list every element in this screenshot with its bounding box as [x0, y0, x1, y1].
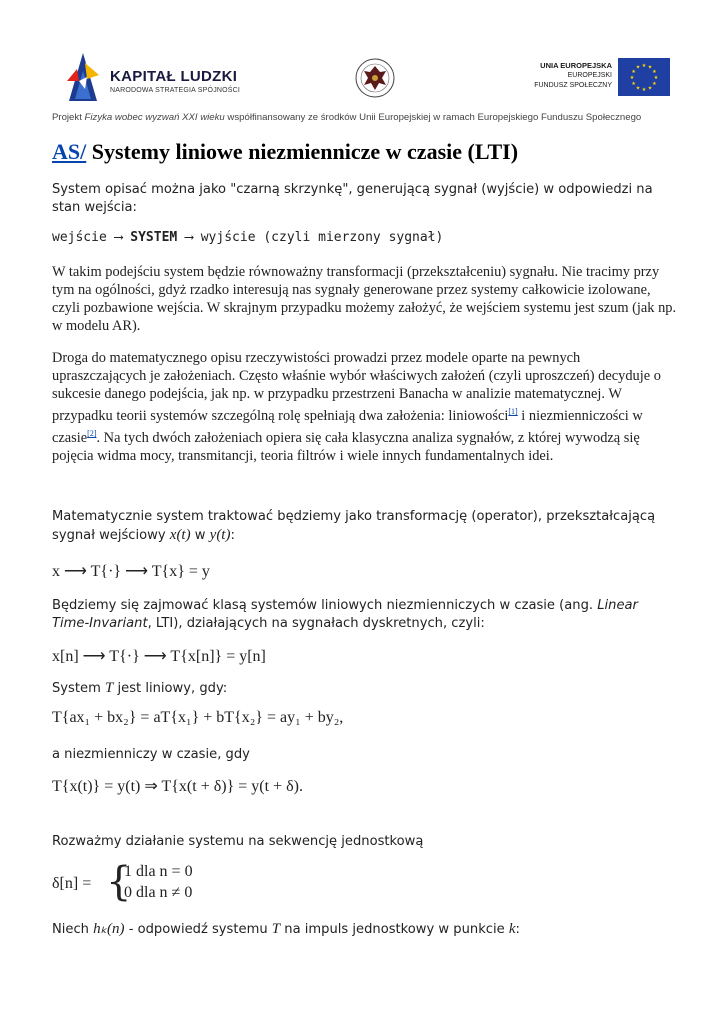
operator-part2: w: [190, 528, 210, 543]
math-y-of-t: y(t): [209, 527, 231, 543]
svg-text:★: ★: [652, 81, 657, 87]
svg-text:★: ★: [635, 64, 641, 71]
paragraph-assumptions: [52, 349, 677, 465]
eu-flag-icon: [618, 58, 670, 96]
funding-suffix: współfinansowany ze środków Unii Europejskiej w ramach Europejskiego Funduszu Społecznego: [224, 112, 642, 123]
svg-text:★: ★: [631, 69, 636, 75]
assumptions-part2: i niezmienniczości w czasie: [52, 407, 643, 446]
reference-link-2[interactable]: [2]: [87, 428, 97, 438]
assumptions-part1: Droga do matematycznego opisu rzeczywistości prowadzi przez modele oparte na pewnych upraszczających je założeniach. Często właśnie wybór właściwych założeń (czyli uproszczeń) decyduje o sukcesie danego podejścia, jak np. w przypadku przestrzeni Banacha w analizie matematycznej. W przypadku teorii systemów szczególną rolę spełniają dwa założenia: liniowości: [52, 350, 661, 424]
paragraph-linear: [52, 679, 677, 698]
title-link-as[interactable]: AS/: [52, 139, 87, 164]
equation-discrete: x[n] ⟶ T{·} ⟶ T{x[n]} = y[n]: [52, 648, 266, 665]
math-T: T: [105, 680, 114, 696]
impulse-case-2: 0 dla n ≠ 0: [124, 884, 193, 901]
operator-part3: :: [230, 528, 235, 543]
svg-text:★: ★: [641, 63, 647, 69]
lti-part1: Będziemy się zajmować klasą systemów liniowych niezmienniczych w czasie (ang.: [52, 598, 598, 613]
equation-operator: x ⟶ T{·} ⟶ T{x} = y: [52, 563, 210, 580]
impulse-case-1: 1 dla n = 0: [124, 863, 193, 880]
svg-text:★: ★: [653, 75, 659, 81]
eu-line-2: EUROPEJSKI: [567, 72, 612, 79]
lti-part2: , LTI), działających na sygnałach dyskretnych, czyli:: [147, 616, 485, 631]
reference-link-1[interactable]: [1]: [508, 407, 518, 416]
svg-text:★: ★: [635, 85, 641, 92]
paragraph-impulse-response: [52, 920, 677, 939]
eu-line-3: FUNDUSZ SPOŁECZNY: [534, 82, 612, 89]
equation-linearity: T{ax₁ + bx₂} = aT{x₁} + bT{x₂} = ay₁ + by₂,: [52, 709, 344, 726]
eu-text: [534, 61, 612, 91]
left-brace: {: [106, 859, 132, 905]
paragraph-transformation: W takim podejściu system będzie równoważny transformacji (przekształceniu) sygnału. Nie tracimy przy tym na ogólności, gdyż rzadko interesują nas sygnały generowane przez systemy całkowicie izolowane, czyli pozbawione wejścia. W skrajnym przypadku możemy założyć, że wejściem systemu jest szum (jak np. w modelu AR).: [52, 264, 677, 334]
kapital-ludzki-title: KAPITAŁ LUDZKI: [110, 68, 238, 85]
impulse-part4: :: [515, 922, 520, 937]
equation-time-invariance: T{x(t)} = y(t) ⇒ T{x(t + δ)} = y(t + δ).: [52, 778, 303, 795]
eu-title: UNIA EUROPEJSKA: [540, 61, 612, 70]
impulse-part1: Niech: [52, 922, 94, 937]
assumptions-part3: . Na tych dwóch założeniach opiera się cała klasyczna analiza sygnałów, z której wywodzą się pojęcia widma mocy, transmitancji, teoria filtrów i wiele innych fundamentalnych idei.: [52, 429, 640, 464]
linear-part1: System: [52, 681, 105, 696]
kapital-ludzki-mark-icon: [65, 51, 101, 103]
paragraph-time-invariant: a niezmienniczy w czasie, gdy: [52, 747, 250, 762]
svg-text:★: ★: [647, 85, 653, 92]
svg-text:★: ★: [629, 75, 635, 81]
svg-text:★: ★: [631, 81, 636, 87]
kapital-ludzki-subtitle: NARODOWA STRATEGIA SPÓJNOŚCI: [110, 87, 241, 94]
funding-project-name: Fizyka wobec wyzwań XXI wieku: [84, 112, 225, 123]
svg-text:★: ★: [652, 69, 657, 75]
university-seal-icon: [354, 54, 396, 102]
title-text: Systemy liniowe niezmiennicze w czasie (LTI): [86, 139, 519, 164]
lti-english-term: Linear Time-Invariant: [52, 598, 638, 631]
funding-prefix: Projekt: [52, 112, 85, 123]
paragraph-lti: [52, 597, 677, 633]
math-k: k: [508, 921, 516, 937]
svg-text:★: ★: [647, 64, 653, 71]
linear-part2: jest liniowy, gdy:: [113, 681, 228, 696]
flow-input: wejście ⟶: [52, 230, 131, 245]
funding-notice: [52, 112, 672, 123]
flow-system: SYSTEM: [130, 230, 178, 245]
svg-text:★: ★: [641, 87, 647, 93]
paragraph-intro: System opisać można jako "czarną skrzynkę", generującą sygnał (wyjście) w odpowiedzi na stan wejścia:: [52, 182, 653, 215]
math-T-system: T: [271, 921, 281, 937]
eu-logo: [520, 58, 670, 98]
operator-part1: Matematycznie system traktować będziemy jako transformację (operator), przekształcającą sygnał wejściowy: [52, 509, 656, 543]
kapital-ludzki-logo: [60, 48, 240, 108]
impulse-part3: na impuls jednostkowy w punkcie: [280, 922, 509, 937]
impulse-part2: - odpowiedź systemu: [124, 922, 272, 937]
header-logos: [0, 40, 725, 110]
page-title: [52, 139, 518, 165]
system-flow: [52, 230, 443, 245]
flow-output: ⟶ wyjście (czyli mierzony sygnał): [177, 230, 444, 245]
paragraph-unit-sequence: Rozważmy działanie systemu na sekwencję jednostkową: [52, 834, 424, 849]
math-x-of-t: x(t): [169, 527, 191, 543]
impulse-lhs: δ[n] =: [52, 875, 92, 892]
paragraph-operator: [52, 508, 677, 545]
math-h-k-n: hₖ(n): [93, 921, 125, 937]
